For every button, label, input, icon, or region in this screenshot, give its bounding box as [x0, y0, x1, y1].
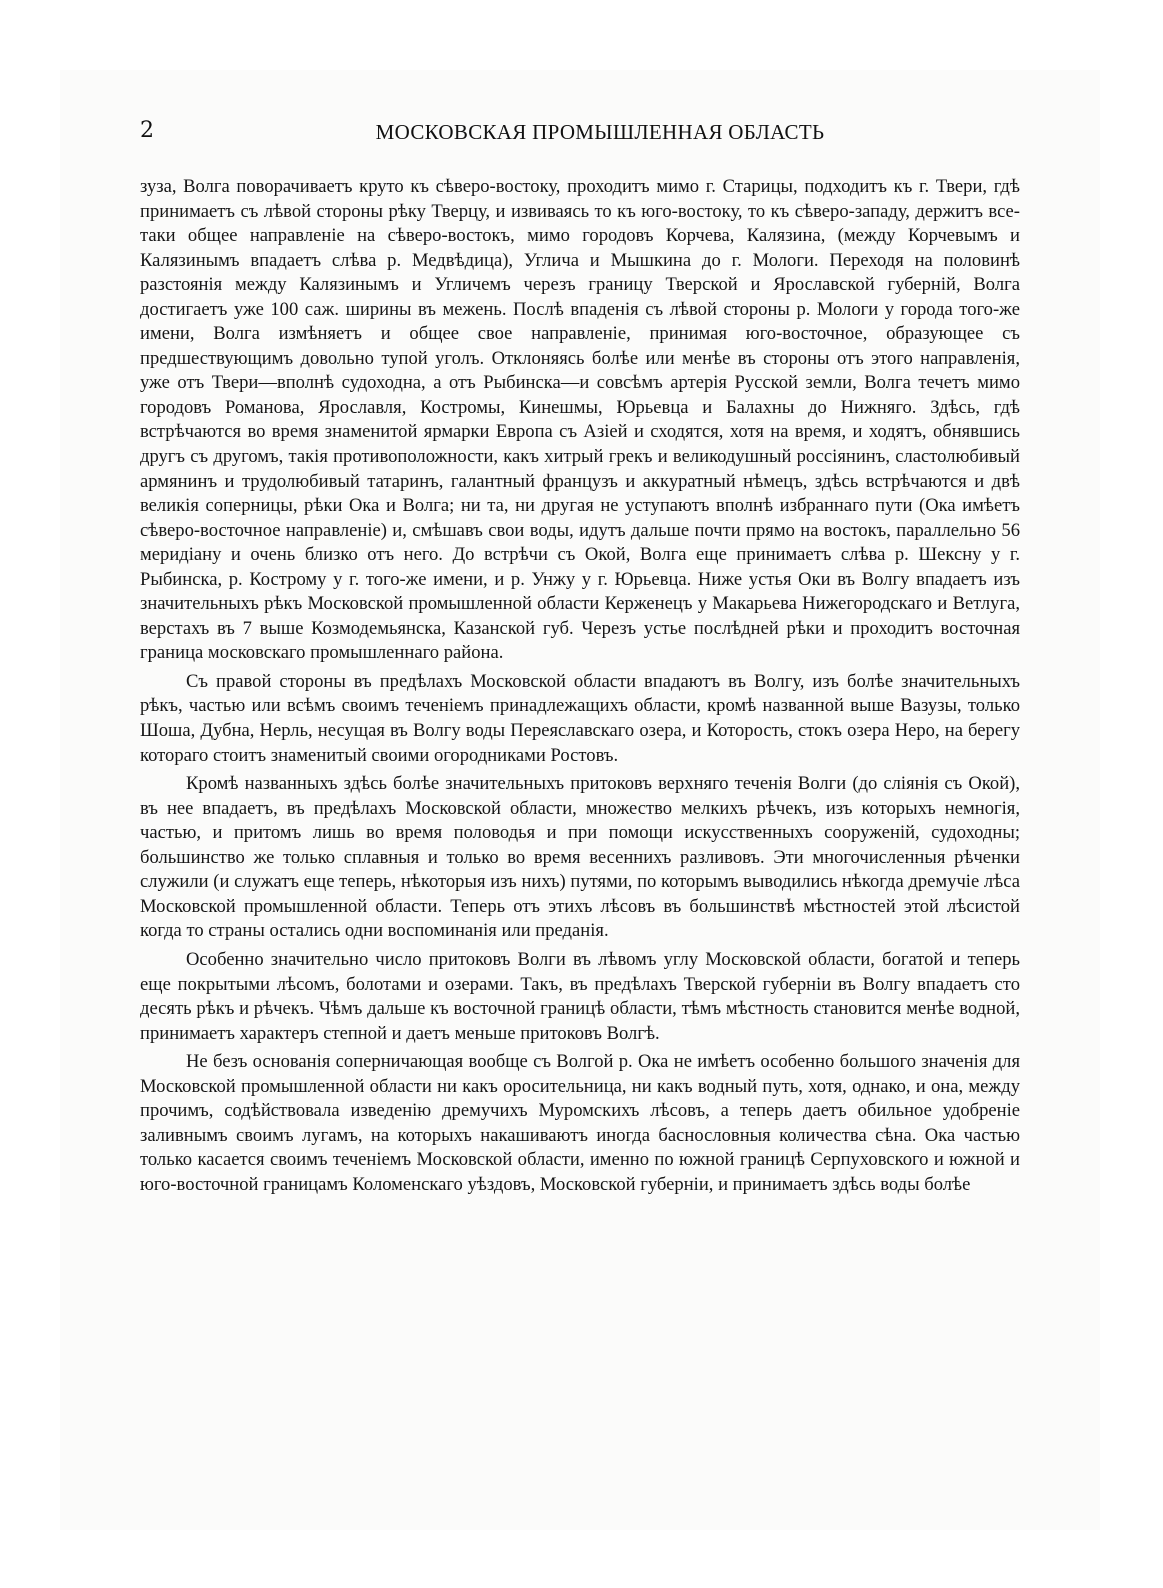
- page-number: 2: [140, 118, 154, 143]
- paragraph: Особенно значительно число притоковъ Волги въ лѣвомъ углу Московской области, богатой и теперь еще покрытыми лѣсомъ, болотами и озерами. Такъ, въ предѣлахъ Тверской губерніи въ Волгу впадаетъ сто десять рѣкъ и рѣчекъ. Чѣмъ дальше къ восточной границѣ области, тѣмъ мѣстность становится менѣе водной, принимаетъ характеръ степной и даетъ меньше притоковъ Волгѣ.: [140, 948, 1020, 1044]
- body-text: [140, 175, 1020, 1201]
- running-title: МОСКОВСКАЯ ПРОМЫШЛЕННАЯ ОБЛАСТЬ: [375, 120, 825, 144]
- paragraph: Съ правой стороны въ предѣлахъ Московской области впадаютъ въ Волгу, изъ болѣе значительныхъ рѣкъ, частью или всѣмъ своимъ теченіемъ принадлежащихъ области, кромѣ названной выше Вазузы, только Шоша, Дубна, Нерль, несущая въ Волгу воды Переяславскаго озера, и Которость, стокъ озера Неро, на берегу котораго стоитъ знаменитый своими огородниками Ростовъ.: [140, 670, 1020, 766]
- paragraph: зуза, Волга поворачиваетъ круто къ сѣверо-востоку, проходитъ мимо г. Старицы, подходитъ къ г. Твери, гдѣ принимаетъ съ лѣвой стороны рѣку Тверцу, и извиваясь то къ юго-востоку, то къ сѣверо-западу, держитъ все-таки общее направленіе на сѣверо-востокъ, мимо городовъ Корчева, Калязина, (между Корчевымъ и Калязинымъ впадаетъ слѣва р. Медвѣдица), Углича и Мышкина до г. Мологи. Переходя на половинѣ разстоянія между Калязинымъ и Угличемъ черезъ границу Тверской и Ярославской губерній, Волга достигаетъ уже 100 саж. ширины въ межень. Послѣ впаденія съ лѣвой стороны р. Мологи у города того-же имени, Волга измѣняетъ и общее свое направленіе, принимая юго-восточное, образующее съ предшествующимъ довольно тупой уголъ. Отклоняясь болѣе или менѣе въ стороны отъ этого направленія, уже отъ Твери—вполнѣ судоходна, а отъ Рыбинска—и совсѣмъ артерія Русской земли, Волга течетъ мимо городовъ Романова, Ярославля, Костромы, Кинешмы, Юрьевца и Балахны до Нижняго. Здѣсь, гдѣ встрѣчаются во время знаменитой ярмарки Европа съ Азіей и сходятся, хотя на время, и ходятъ, обнявшись другъ съ другомъ, такія противоположности, какъ хитрый грекъ и великодушный россіянинъ, сластолюбивый армянинъ и трудолюбивый татаринъ, галантный французъ и аккуратный нѣмецъ, здѣсь встрѣчаются и двѣ великія соперницы, рѣки Ока и Волга; ни та, ни другая не уступаютъ вполнѣ избраннаго пути (Ока имѣетъ сѣверо-восточное направленіе) и, смѣшавъ свои воды, идутъ дальше почти прямо на востокъ, параллельно 56 меридіану и очень близко отъ него. До встрѣчи съ Окой, Волга еще принимаетъ слѣва р. Шексну у г. Рыбинска, р. Кострому у г. того-же имени, и р. Унжу у г. Юрьевца. Ниже устья Оки въ Волгу впадаетъ изъ значительныхъ рѣкъ Московской промышленной области Керженецъ у Макарьева Нижегородскаго и Ветлуга, верстахъ въ 7 выше Козмодемьянска, Казанской губ. Черезъ устье послѣдней рѣки и проходитъ восточная граница московскаго промышленнаго района.: [140, 176, 1020, 664]
- paragraph: Кромѣ названныхъ здѣсь болѣе значительныхъ притоковъ верхняго теченія Волги (до сліянія съ Окой), въ нее впадаетъ, въ предѣлахъ Московской области, множество мелкихъ рѣчекъ, изъ которыхъ немногія, частью, и притомъ лишь во время половодья и при помощи искусственныхъ сооруженій, судоходны; большинство же только сплавныя и только во время весеннихъ разливовъ. Эти многочисленныя рѣченки служили (и служатъ еще теперь, нѣкоторыя изъ нихъ) путями, по которымъ выводились нѣкогда дремучіе лѣса Московской промышленной области. Теперь отъ этихъ лѣсовъ въ большинствѣ мѣстностей этой лѣсистой когда то страны остались одни воспоминанія или преданія.: [140, 773, 1020, 942]
- paragraph: Не безъ основанія соперничающая вообще съ Волгой р. Ока не имѣетъ особенно большого значенія для Московской промышленной области ни какъ оросительница, ни какъ водный путь, хотя, однако, и она, между прочимъ, содѣйствовала изведенію дремучихъ Муромскихъ лѣсовъ, а теперь даетъ обильное удобреніе заливнымъ своимъ лугамъ, на которыхъ накашиваютъ иногда баснословныя количества сѣна. Ока частью только касается своимъ теченіемъ Московской области, именно по южной границѣ Серпуховского и южной и юго-восточной границамъ Коломенскаго уѣздовъ, Московской губерніи, и принимаетъ здѣсь воды болѣе: [140, 1051, 1020, 1195]
- page-header: [140, 118, 1020, 158]
